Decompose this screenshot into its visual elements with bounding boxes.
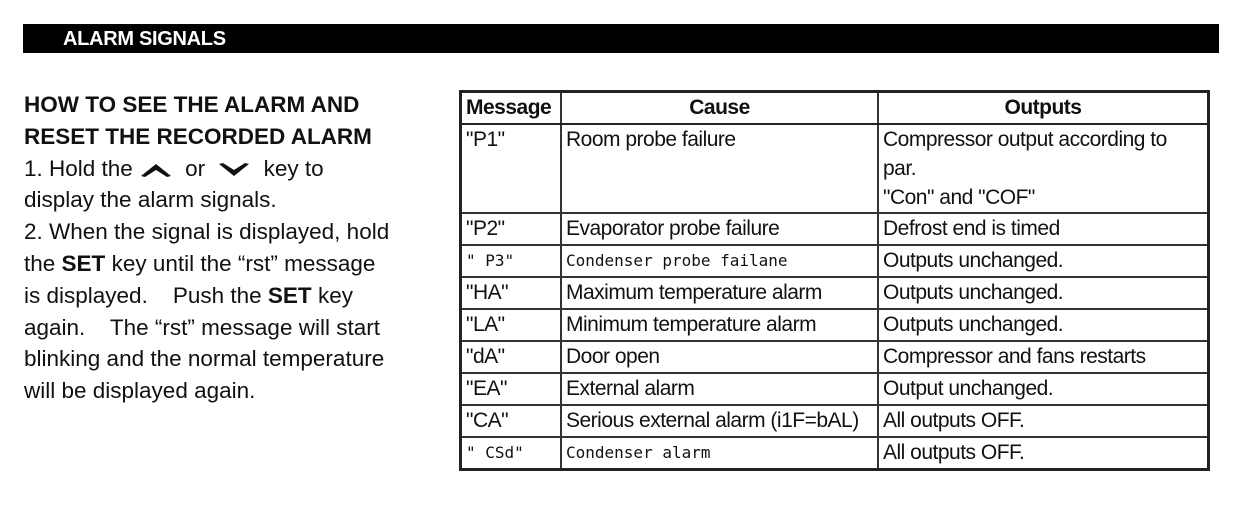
outputs-cell: Defrost end is timed [878,213,1209,245]
step-1-prefix: 1. Hold the [24,155,133,181]
header-outputs: Outputs [878,92,1209,125]
cause-cell: Minimum temperature alarm [561,309,878,341]
outputs-cell: Compressor and fans restarts [878,341,1209,373]
instructions-heading-line-1: HOW TO SEE THE ALARM AND [24,92,360,117]
table-header-row [461,92,1209,125]
step-2-line-2 [24,248,444,280]
message-cell: "P2" [461,213,562,245]
table-row [461,124,1209,213]
message-cell: "P1" [461,124,562,213]
step-2-line-3-a: is displayed. Push the [24,282,262,308]
header-cause: Cause [561,92,878,125]
header-message: Message [461,92,562,125]
step-2-the: the [24,250,56,276]
outputs-cell: Outputs unchanged. [878,245,1209,277]
table-row [461,405,1209,437]
cause-cell: External alarm [561,373,878,405]
up-arrow-key-icon [139,161,173,179]
alarm-signals-table [459,90,1210,471]
outputs-cell: Output unchanged. [878,373,1209,405]
step-1-line-2: display the alarm signals. [24,187,277,213]
cause-cell: Serious external alarm (i1F=bAL) [561,405,878,437]
message-cell: "CA" [461,405,562,437]
table-row [461,213,1209,245]
step-2-line-6: will be displayed again. [24,378,256,404]
message-cell: "dA" [461,341,562,373]
message-cell: " CSd" [461,437,562,470]
step-2-line-4: again. The “rst” message will start [24,314,380,340]
cause-cell: Condenser probe failane [561,245,878,277]
outputs-line-1: Compressor output according to par. [883,128,1167,180]
outputs-cell: Outputs unchanged. [878,309,1209,341]
step-2-line-2-rest: key until the “rst” message [111,250,376,276]
table-row [461,341,1209,373]
cause-cell: Door open [561,341,878,373]
table-row [461,277,1209,309]
set-key-label: SET [61,250,106,276]
message-cell: "EA" [461,373,562,405]
set-key-label-2: SET [267,282,312,308]
table-row [461,245,1209,277]
step-1-line-1 [24,153,444,185]
step-1-or: or [185,155,206,181]
cause-cell: Maximum temperature alarm [561,277,878,309]
down-arrow-key-icon [217,161,251,179]
cause-cell: Condenser alarm [561,437,878,470]
step-1-suffix: key to [263,155,324,181]
table-row [461,373,1209,405]
message-cell: "LA" [461,309,562,341]
message-cell: " P3" [461,245,562,277]
outputs-line-2: "Con" and "COF" [883,186,1035,209]
section-title: ALARM SIGNALS [63,28,226,50]
outputs-cell: All outputs OFF. [878,437,1209,470]
outputs-cell [878,124,1209,213]
table-row [461,437,1209,470]
outputs-cell: All outputs OFF. [878,405,1209,437]
instructions-heading-line-2: RESET THE RECORDED ALARM [24,123,372,149]
step-2-line-3 [24,280,444,312]
table-row [461,309,1209,341]
section-header-bar [23,24,1219,53]
cause-cell: Room probe failure [561,124,878,213]
outputs-cell: Outputs unchanged. [878,277,1209,309]
message-cell: "HA" [461,277,562,309]
step-2-line-3-b: key [317,282,353,308]
cause-cell: Evaporator probe failure [561,213,878,245]
step-2-line-5: blinking and the normal temperature [24,346,385,372]
instructions-block [24,89,444,407]
step-2-line-1: 2. When the signal is displayed, hold [24,219,390,245]
